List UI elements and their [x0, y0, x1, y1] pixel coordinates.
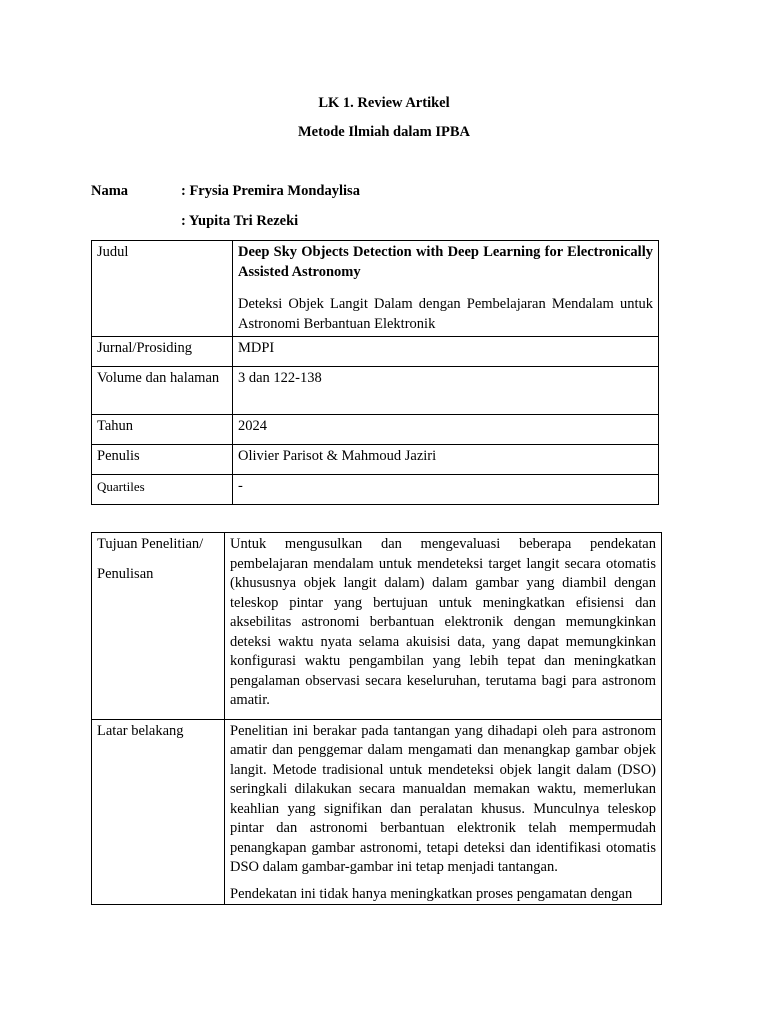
latar-text: [225, 719, 662, 905]
author-name-1: : Frysia Premira Mondaylisa: [181, 183, 360, 199]
tahun-value: 2024: [233, 415, 659, 445]
latar-paragraph-1: Penelitian ini berakar pada tantangan yang dihadapi oleh para astronom amatir dan penggemar dalam mengamati dan menangkap gambar objek langit. Metode tradisional untuk mendeteksi objek langit dalam (DSO) seringkali dilakukan secara manualdan memakan waktu, memerlukan keahlian yang signifikan dan peralatan khusus. Munculnya teleskop pintar dan astronomi berbantuan elektronik telah mempermudah penangkapan gambar astronomi, tetapi deteksi dan identifikasi otomatis DSO dalam gambar-gambar ini tetap menjadi tantangan.: [230, 722, 656, 875]
tujuan-text: Untuk mengusulkan dan mengevaluasi beberapa pendekatan pembelajaran mendalam untuk mendeteksi target langit secara otomatis (khususnya objek langit dalam) dalam gambar yang diambil dengan teleskop pintar yang bertujuan untuk meningkatkan efisiensi dan aksebilitas astronomi berbantuan elektronik dengan memungkinkan deteksi waktu nyata selama akuisisi data, yang dapat memungkinkan konfigurasi waktu pengambilan yang lebih tepat dan meningkatkan pengalaman observasi secara keseluruhan, terutama bagi para astronom amatir.: [225, 533, 662, 720]
quartiles-label: Quartiles: [92, 475, 233, 505]
tujuan-label-line-2: Penulisan: [97, 565, 154, 582]
article-review-table: [91, 532, 662, 905]
jurnal-label: Jurnal/Prosiding: [92, 337, 233, 367]
table-row: [92, 337, 659, 367]
author-name-2: : Yupita Tri Rezeki: [181, 213, 299, 229]
penulis-label: Penulis: [92, 445, 233, 475]
document-subtitle: Metode Ilmiah dalam IPBA: [298, 124, 470, 140]
table-row: [92, 533, 662, 720]
latar-paragraph-2: Pendekatan ini tidak hanya meningkatkan proses pengamatan dengan: [230, 885, 633, 902]
judul-indonesian: Deteksi Objek Langit Dalam dengan Pembelajaran Mendalam untuk Astronomi Berbantuan Elektronik: [238, 296, 653, 332]
name-label: Nama: [91, 183, 129, 199]
table-row: [92, 719, 662, 905]
volume-label: Volume dan halaman: [92, 367, 233, 415]
table-row: [92, 475, 659, 505]
document-title: LK 1. Review Artikel: [318, 95, 450, 111]
table-row: [92, 415, 659, 445]
article-info-table: [91, 240, 659, 505]
penulis-value: Olivier Parisot & Mahmoud Jaziri: [233, 445, 659, 475]
table-row: [92, 445, 659, 475]
tahun-label: Tahun: [92, 415, 233, 445]
latar-label: Latar belakang: [92, 719, 225, 905]
jurnal-value: MDPI: [233, 337, 659, 367]
quartiles-value: -: [233, 475, 659, 505]
judul-cell: [233, 241, 659, 337]
judul-english: Deep Sky Objects Detection with Deep Learning for Electronically Assisted Astronomy: [238, 244, 653, 280]
tujuan-label-line-1: Tujuan Penelitian/: [97, 536, 204, 552]
volume-value: 3 dan 122-138: [233, 367, 659, 415]
judul-label: Judul: [92, 241, 233, 337]
table-row: [92, 241, 659, 337]
tujuan-label: [92, 533, 225, 720]
table-row: [92, 367, 659, 415]
